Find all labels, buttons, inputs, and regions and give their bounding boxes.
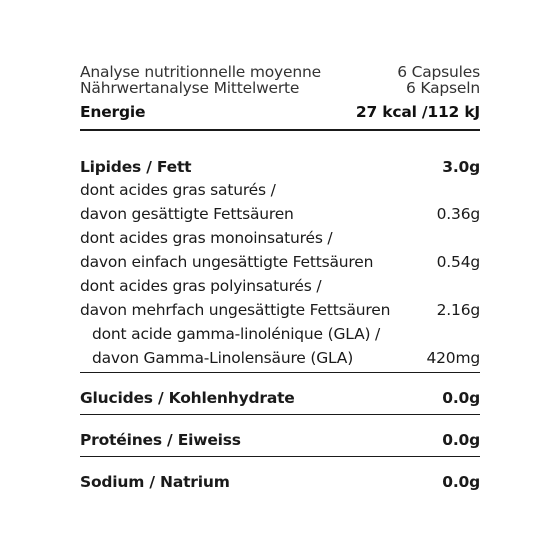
protein-label: Protéines / Eiweiss [80, 431, 241, 449]
mono-label-de: davon einfach ungesättigte Fettsäuren [80, 253, 374, 271]
protein-row [80, 415, 480, 456]
carbs-section [80, 373, 480, 415]
header-row-fr [80, 64, 480, 80]
nutrition-table [80, 64, 480, 498]
poly-label-de: davon mehrfach ungesättigte Fettsäuren [80, 301, 391, 319]
lipids-row [80, 131, 480, 175]
header-serving-de: 6 Kapseln [406, 79, 480, 97]
poly-de-row [80, 294, 480, 318]
poly-label-fr: dont acides gras polyinsaturés / [80, 277, 322, 295]
header-title-de: Nährwertanalyse Mittelwerte [80, 79, 300, 97]
gla-label-de: davon Gamma-Linolensäure (GLA) [92, 349, 354, 367]
mono-de-row [80, 246, 480, 270]
energy-label: Energie [80, 103, 146, 121]
sodium-value: 0.0g [442, 473, 480, 491]
mono-fr-row [80, 222, 480, 246]
mono-value: 0.54g [436, 253, 480, 271]
sodium-row [80, 457, 480, 498]
sodium-section [80, 457, 480, 498]
poly-value: 2.16g [436, 301, 480, 319]
protein-section [80, 415, 480, 457]
poly-fr-row [80, 270, 480, 294]
gla-value: 420mg [426, 349, 480, 367]
mono-label-fr: dont acides gras monoinsaturés / [80, 229, 333, 247]
carbs-row [80, 373, 480, 414]
lipids-label: Lipides / Fett [80, 158, 192, 176]
saturated-fr-row [80, 175, 480, 198]
energy-row [80, 104, 480, 131]
saturated-de-row [80, 198, 480, 222]
lipids-value: 3.0g [442, 158, 480, 176]
lipids-section [80, 131, 480, 373]
saturated-value: 0.36g [436, 205, 480, 223]
energy-value: 27 kcal /112 kJ [355, 103, 480, 121]
carbs-value: 0.0g [442, 389, 480, 407]
carbs-label: Glucides / Kohlenhydrate [80, 389, 295, 407]
sodium-label: Sodium / Natrium [80, 473, 230, 491]
header-title-fr: Analyse nutritionnelle moyenne [80, 63, 321, 81]
gla-label-fr: dont acide gamma-linolénique (GLA) / [92, 325, 381, 343]
gla-de-row [80, 342, 480, 366]
gla-fr-row [80, 318, 480, 342]
saturated-label-fr: dont acides gras saturés / [80, 181, 276, 199]
saturated-label-de: davon gesättigte Fettsäuren [80, 205, 294, 223]
header-serving-fr: 6 Capsules [397, 63, 480, 81]
protein-value: 0.0g [442, 431, 480, 449]
header-row-de [80, 80, 480, 96]
